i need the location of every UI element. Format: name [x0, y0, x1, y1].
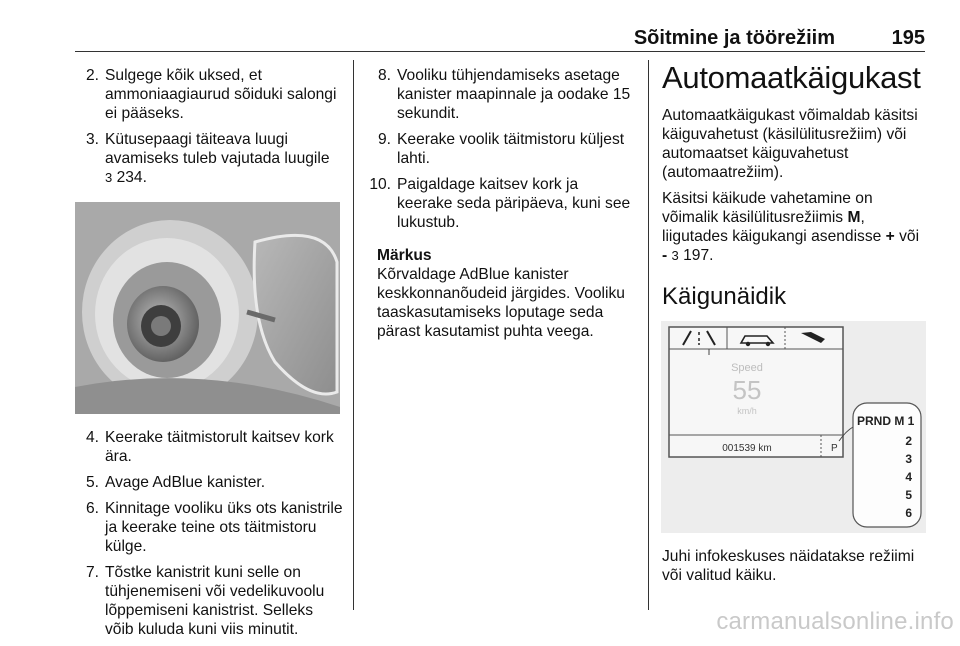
step-text: Kütusepaagi täiteava luugi avamiseks tuleb vajutada luugile [105, 131, 330, 167]
step-item [365, 175, 635, 232]
step-text: Keerake täitmistorult kaitsev kork ära. [105, 429, 334, 465]
column-divider-2 [648, 60, 649, 610]
step-text: Kinnitage vooliku üks ots kanistrile ja keerake teine ots täitmistoru külge. [105, 500, 343, 555]
step-text: Keerake voolik täitmistoru küljest lahti. [397, 131, 625, 167]
text-run: või [894, 228, 920, 245]
step-item [75, 499, 343, 556]
speed-value: 55 [732, 375, 762, 405]
gear-number: 2 [905, 434, 912, 448]
step-item [75, 130, 343, 187]
step-item [365, 130, 635, 168]
gear-number: 3 [905, 452, 912, 466]
gear-list-header: PRND M 1 [857, 414, 915, 428]
page-reference-link[interactable]: 234. [116, 169, 147, 186]
note-text: Kõrvaldage AdBlue kanister keskkonnanõudeid järgides. Vooliku taaskasutamiseks loputage seda pärast kasutamist puhta veega. [377, 266, 625, 340]
fuel-filler-photo [75, 202, 340, 414]
gear-indicator-illustration [661, 321, 926, 533]
gear-indicator: P [831, 443, 838, 454]
step-number: 2. [85, 67, 99, 84]
step-number: 9. [377, 131, 391, 148]
step-item [75, 428, 343, 466]
steps-list-bottom [75, 428, 343, 639]
step-text: Vooliku tühjendamiseks asetage kanister maapinnale ja oodake 15 sekundit. [397, 67, 631, 122]
minus-label: - [662, 247, 668, 264]
step-number: 3. [85, 131, 99, 148]
step-number: 10. [369, 176, 391, 193]
mode-m-label: M [847, 209, 861, 226]
page-number: 195 [891, 27, 925, 49]
watermark: carmanualsonline.info [716, 608, 954, 635]
gear-number: 4 [905, 470, 912, 484]
note-title: Märkus [377, 247, 432, 264]
gear-number: 6 [905, 506, 912, 520]
odometer-reading: 001539 km [722, 443, 772, 454]
steps-list-continued [365, 66, 635, 232]
step-text: Avage AdBlue kanister. [105, 474, 266, 491]
column-3 [662, 60, 927, 592]
column-divider-1 [353, 60, 354, 610]
gear-number: 5 [905, 488, 912, 502]
speed-unit: km/h [737, 406, 757, 416]
column-1 [75, 66, 343, 646]
paragraph-intro: Automaatkäigukast võimaldab käsitsi käiguvahetust (käsilülitusrežiim) või automaatset käiguvahetust (automaatrežiim). [662, 107, 918, 181]
subsection-title: Käigunäidik [662, 283, 787, 310]
text-run: Käsitsi käikude vahetamine on võimalik käsilülitusrežiimis [662, 190, 873, 226]
page-reference-icon: 3 [671, 248, 679, 263]
step-number: 4. [85, 429, 99, 446]
plus-label: + [885, 228, 895, 245]
paragraph-manual-mode [662, 189, 927, 265]
step-number: 7. [85, 564, 99, 581]
step-number: 6. [85, 500, 99, 517]
step-item [75, 473, 343, 492]
section-title: Automaatkäigukast [662, 60, 921, 95]
step-item [365, 66, 635, 123]
header-rule [75, 51, 925, 52]
step-item [75, 563, 343, 639]
gear-indicator-caption: Juhi infokeskuses näidatakse režiimi või valitud käiku. [662, 548, 915, 584]
step-text: Tõstke kanistrit kuni selle on tühjenemiseni või vedelikuvoolu lõppemiseni kanistrist. Selleks võib kuluda kuni viis minutit. [105, 564, 325, 638]
page-reference-icon: 3 [105, 170, 113, 185]
steps-list-top [75, 66, 343, 187]
chapter-title: Sõitmine ja töörežiim [633, 27, 835, 49]
page-header [75, 0, 925, 50]
step-item [75, 66, 343, 123]
step-number: 8. [377, 67, 391, 84]
column-2 [365, 66, 635, 341]
page-reference-link[interactable]: 197. [683, 247, 714, 264]
text-run: , liigutades käigukangi asendisse [662, 209, 886, 245]
speed-label: Speed [731, 362, 763, 374]
step-text: Sulgege kõik uksed, et ammoniaagiaurud sõiduki salongi ei pääseks. [105, 67, 337, 122]
step-text: Paigaldage kaitsev kork ja keerake seda päripäeva, kuni see lukustub. [397, 176, 631, 231]
step-number: 5. [85, 474, 99, 491]
